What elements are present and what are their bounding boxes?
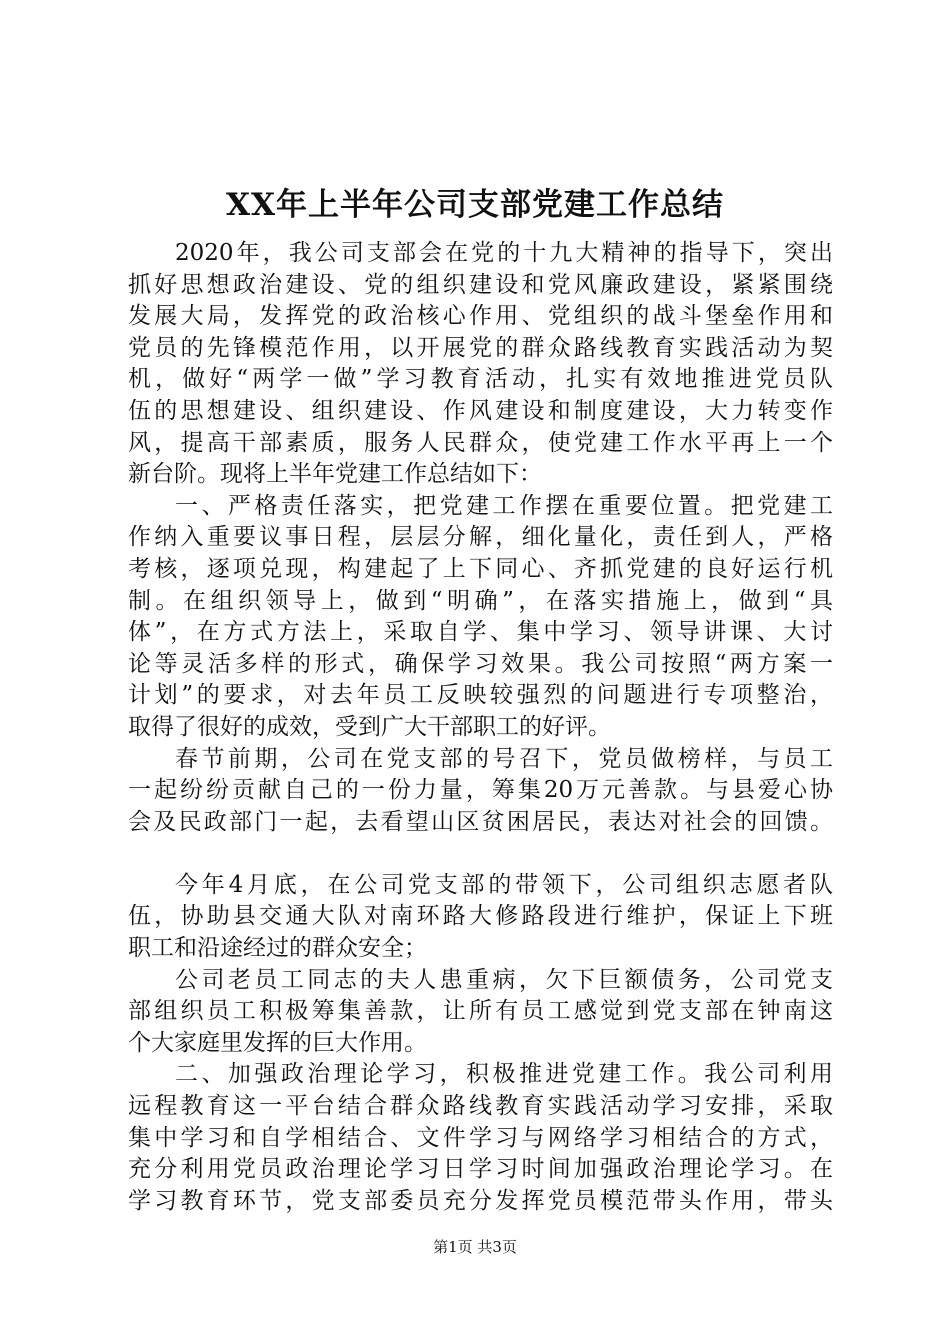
paragraph-line: 充分利用党员政治理论学习日学习时间加强政治理论学习。在 <box>128 1156 833 1183</box>
paragraph-line: 党员的先锋模范作用，以开展党的群众路线教育实践活动为契 <box>128 334 833 361</box>
paragraph-line: 一起纷纷贡献自己的一份力量，筹集20万元善款。与县爱心协 <box>128 777 833 804</box>
paragraph-line: 发展大局，发挥党的政治核心作用、党组织的战斗堡垒作用和 <box>128 303 833 330</box>
paragraph-line: 抓好思想政治建设、党的组织建设和党风廉政建设，紧紧围绕 <box>128 271 833 298</box>
paragraph-line: 二、加强政治理论学习，积极推进党建工作。我公司利用 <box>175 1061 833 1088</box>
paragraph-line: 会及民政部门一起，去看望山区贫困居民，表达对社会的回馈。 <box>128 808 833 835</box>
paragraph-line: 春节前期，公司在党支部的号召下，党员做榜样，与员工 <box>175 745 833 772</box>
paragraph-line: 考核，逐项兑现，构建起了上下同心、齐抓党建的良好运行机 <box>128 555 833 582</box>
page-footer: 第1页 共3页 <box>433 1238 517 1256</box>
paragraph-line: 今年4月底，在公司党支部的带领下，公司组织志愿者队 <box>175 871 833 898</box>
paragraph-line: 作纳入重要议事日程，层层分解，细化量化，责任到人，严格 <box>128 524 833 551</box>
document-title: XX年上半年公司支部党建工作总结 <box>225 187 725 223</box>
paragraph-line: 伍的思想建设、组织建设、作风建设和制度建设，大力转变作 <box>128 397 833 424</box>
paragraph-line: 集中学习和自学相结合、文件学习与网络学习相结合的方式， <box>128 1124 833 1151</box>
paragraph-line: 风，提高干部素质，服务人民群众，使党建工作水平再上一个 <box>128 429 833 456</box>
paragraph-line: 取得了很好的成效，受到广大干部职工的好评。 <box>128 713 611 740</box>
paragraph-line: 伍，协助县交通大队对南环路大修路段进行维护，保证上下班 <box>128 903 833 930</box>
paragraph-line: 2020年，我公司支部会在党的十九大精神的指导下，突出 <box>175 240 833 266</box>
paragraph-line: 公司老员工同志的夫人患重病，欠下巨额债务，公司党支 <box>175 966 833 993</box>
paragraph-line: 论等灵活多样的形式，确保学习效果。我公司按照“两方案一 <box>128 650 833 677</box>
paragraph-line: 机，做好“两学一做”学习教育活动，扎实有效地推进党员队 <box>128 366 833 393</box>
blank-line <box>128 838 833 870</box>
paragraph-line: 职工和沿途经过的群众安全； <box>128 935 427 962</box>
paragraph-line: 新台阶。现将上半年党建工作总结如下： <box>128 461 542 488</box>
paragraph-line: 个大家庭里发挥的巨大作用。 <box>128 1029 427 1056</box>
paragraph-line: 部组织员工积极筹集善款，让所有员工感觉到党支部在钟南这 <box>128 998 833 1025</box>
paragraph-line: 学习教育环节，党支部委员充分发挥党员模范带头作用，带头 <box>128 1187 833 1214</box>
paragraph-line: 制。在组织领导上，做到“明确”，在落实措施上，做到“具 <box>128 587 833 614</box>
paragraph-line: 计划”的要求，对去年员工反映较强烈的问题进行专项整治， <box>128 682 833 709</box>
paragraph-line: 一、严格责任落实，把党建工作摆在重要位置。把党建工 <box>175 492 833 519</box>
paragraph-line: 远程教育这一平台结合群众路线教育实践活动学习安排，采取 <box>128 1093 833 1120</box>
document-body <box>128 238 833 1217</box>
paragraph-line: 体”，在方式方法上，采取自学、集中学习、领导讲课、大讨 <box>128 619 833 646</box>
